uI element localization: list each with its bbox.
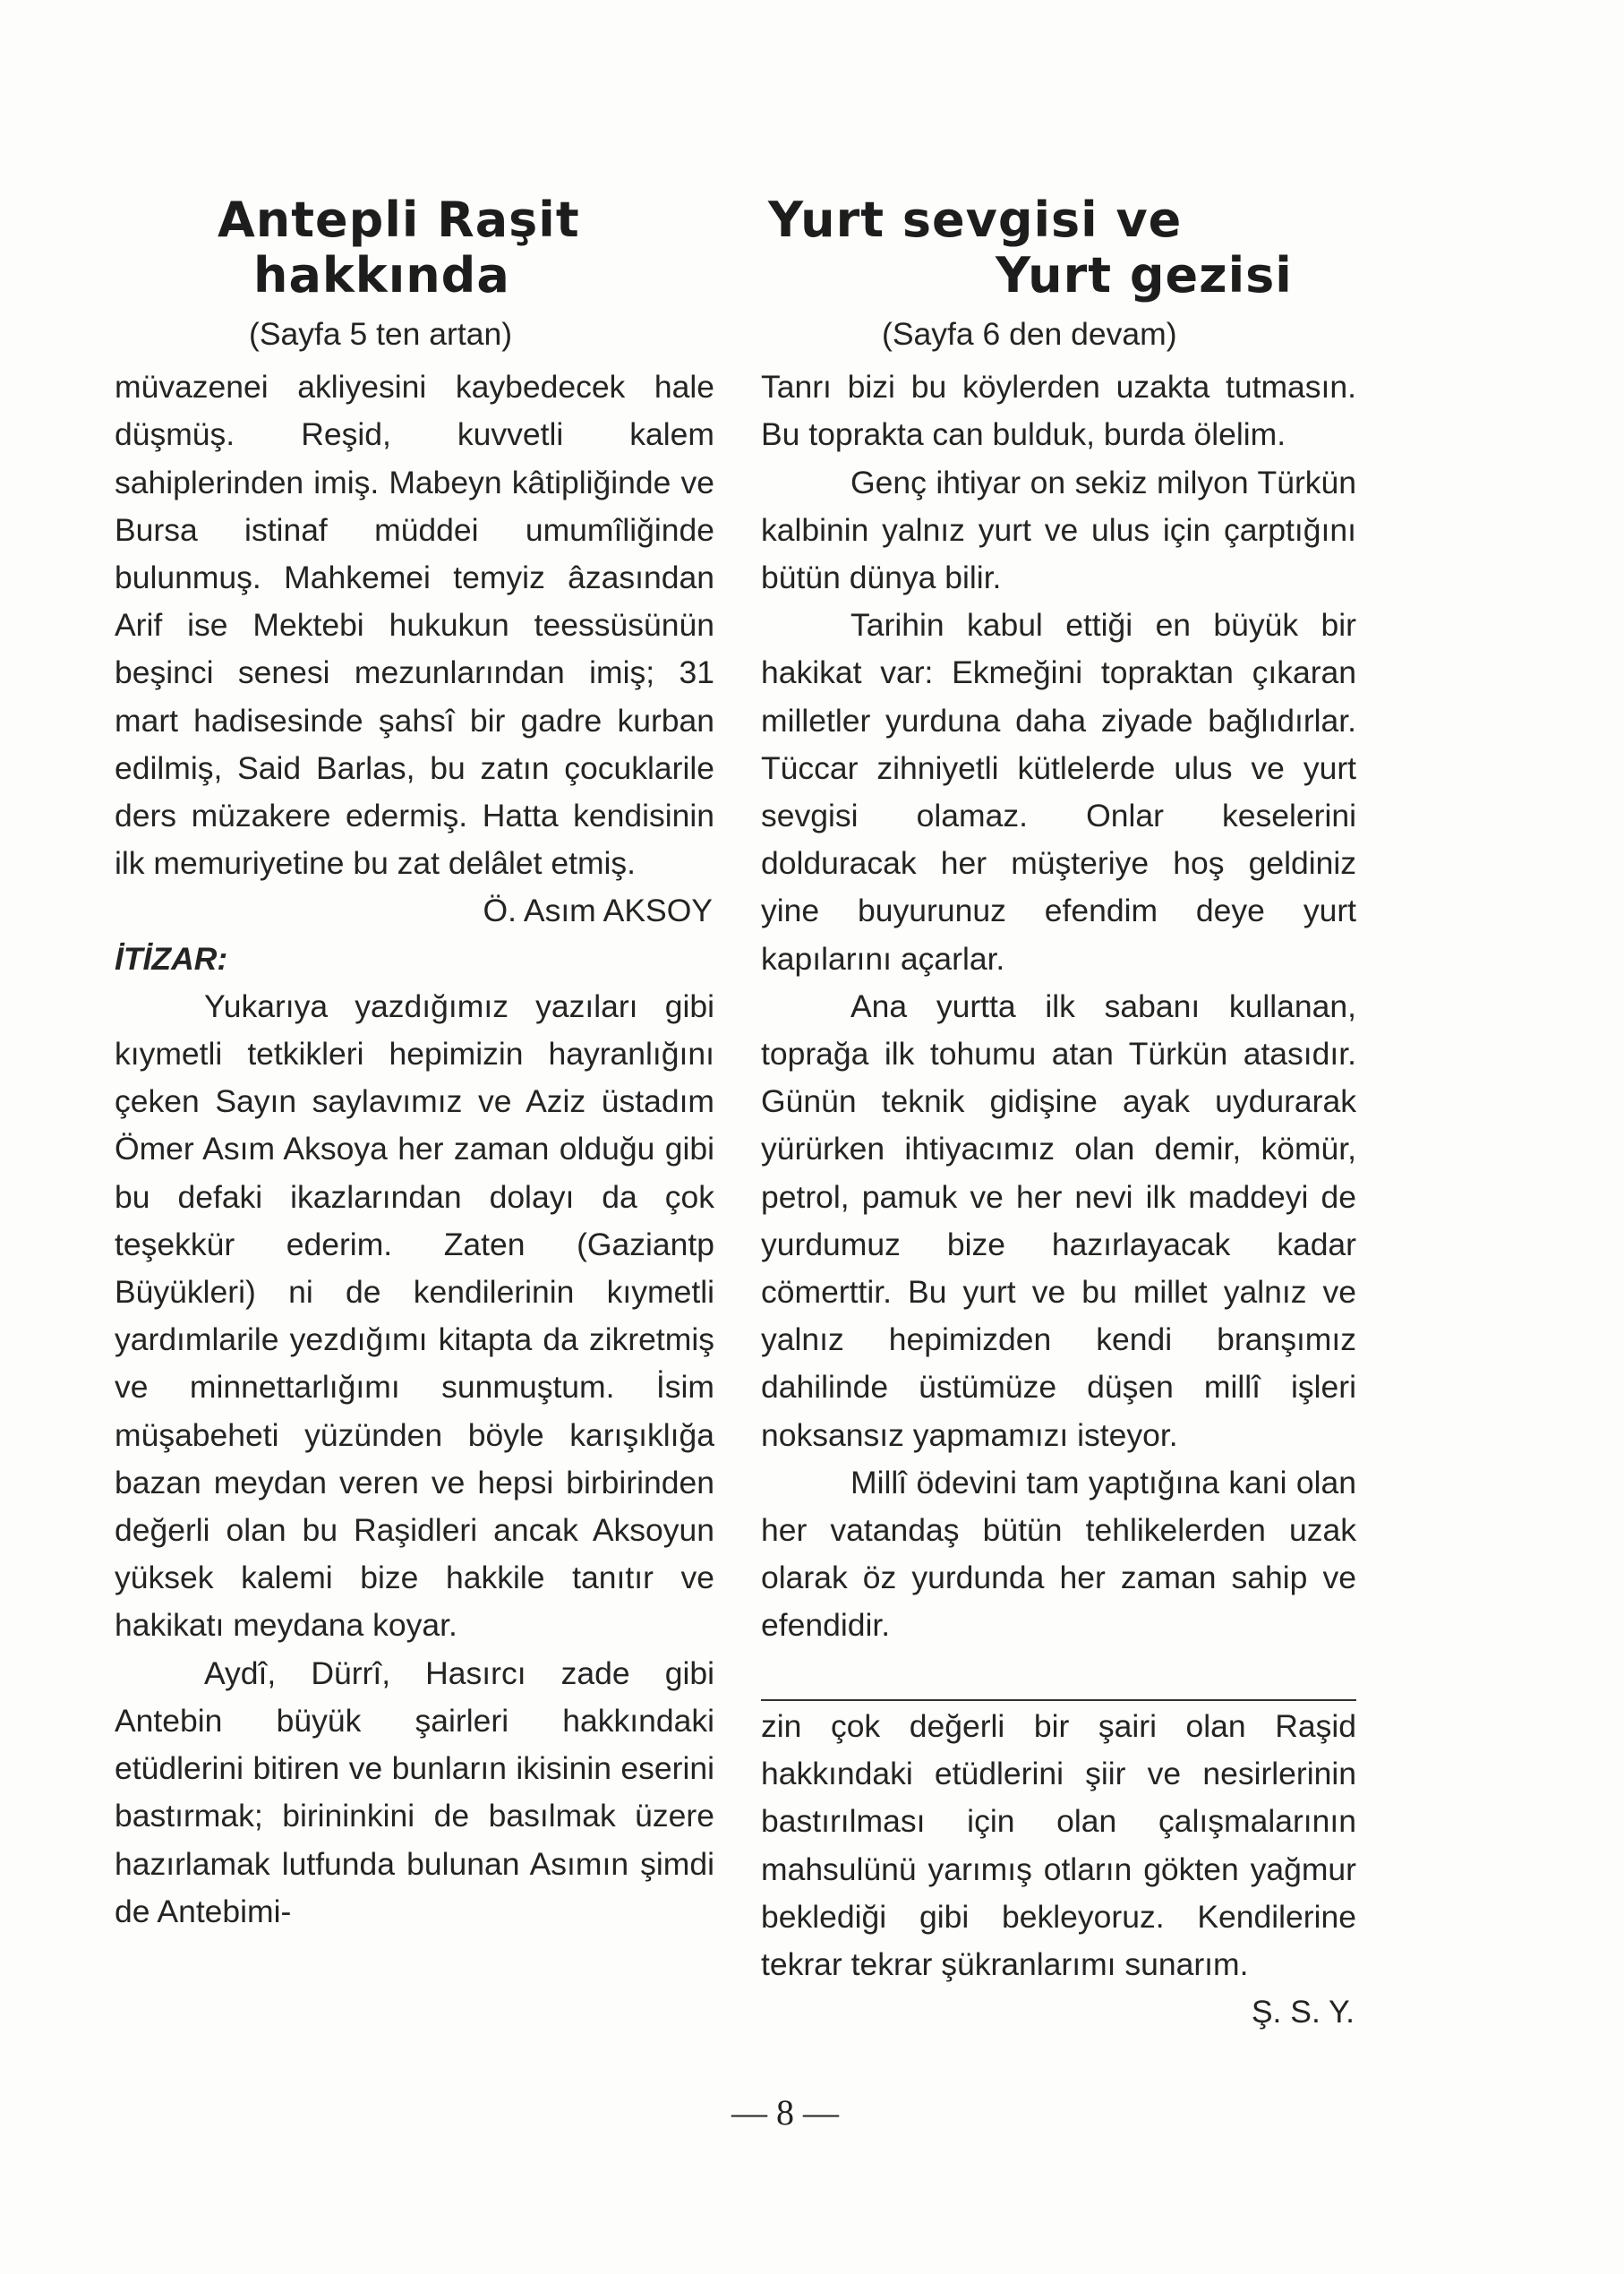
right-paragraph-2: Genç ihtiyar on sekiz milyon Türkün kalbinin yalnız yurt ve ulus için çarptığını bütün dünya bilir.: [761, 464, 1356, 596]
right-paragraph-3: Tarihin kabul ettiği en büyük bir hakikat var: Ekmeğini topraktan çıkaran milletler yurduna daha ziyade bağlıdırlar. Tüccar zihniyetli kütlelerde ulus ve yurt sevgisi olamaz. Onlar keselerini dolduracak her müşteriye hoş geldiniz yine buyurunuz efendim deye yurt kapılarını açarlar.: [761, 607, 1356, 977]
right-paragraph-5: Millî ödevini tam yaptığına kani olan her vatandaş bütün tehlikelerden uzak olarak öz yurdunda her zaman sahip ve efendidir.: [761, 1464, 1356, 1644]
right-subtitle: (Sayfa 6 den devam): [882, 316, 1177, 352]
right-paragraph-4: Ana yurtta ilk sabanı kullanan, toprağa ilk tohumu atan Türkün atasıdır. Günün teknik gidişine ayak uydurarak yürürken ihtiyacımız olan demir, kömür, petrol, pamuk ve her nevi ilk maddeyi de yurdumuz bize hazırlayacak kadar cömerttir. Bu yurt ve bu millet yalnız ve yalnız hepimizden kendi branşımız dahilinde üstümüze düşen millî işleri noksansız yapmamızı isteyor.: [761, 987, 1356, 1453]
page-number: — 8 —: [731, 2092, 839, 2133]
continuation-text: zin çok değerli bir şairi olan Raşid hakkındaki etüdlerini şiir ve nesirlerinin bastırılması için olan çalışmalarının mahsulünü yarımış otların gökten yağmur beklediği gibi bekleyoruz. Kendilerine tekrar tekrar şükranlarımı sunarım.: [761, 1708, 1356, 1983]
continuation-signature: Ş. S. Y.: [1251, 1994, 1355, 2030]
right-title-line1: Yurt sevgisi ve: [768, 192, 1183, 248]
left-paragraph-2: Yukarıya yazdığımız yazıları gibi kıymetli tetkikleri hepimizin hayranlığını çeken Sayın saylavımız ve Aziz üstadım Ömer Asım Aksoya her zaman olduğu gibi bu defaki ikazlarından dolayı da çok teşekkür ederim. Zaten (Gaziantp Büyükleri) ni de kendilerinin kıymetli yardımlarile yezdığımı kitapta da zikretmiş ve minnettarlığımı sunmuştum. İsim müşabeheti yüzünden böyle karışıklığa bazan meydan veren ve hepsi birbirinden değerli olan bu Raşidleri ancak Aksoyun yüksek kalemi bize hakkile tanıtır ve hakikatı meydana koyar.: [115, 987, 714, 1644]
left-signature: Ö. Asım AKSOY: [483, 893, 713, 929]
left-column: [115, 192, 714, 1936]
left-title-line1: Antepli Raşit: [218, 192, 580, 248]
left-subtitle: (Sayfa 5 ten artan): [249, 316, 513, 352]
right-continuation: [761, 1703, 1356, 2036]
left-paragraph-3: Aydî, Dürrî, Hasırcı zade gibi Antebin büyük şairleri hakkındaki etüdlerini bitiren ve bunların ikisinin eserini bastırmak; birininkini de basılmak üzere hazırlamak lutfunda bulunan Asımın şimdi de Antebimi-: [115, 1654, 714, 1929]
left-title-line2: hakkında: [253, 247, 510, 303]
right-article-body: [761, 363, 1356, 1649]
left-article-body: [115, 363, 714, 1936]
column-divider-rule: [761, 1699, 1356, 1701]
left-paragraph-1: müvazenei akliyesini kaybedecek hale düşmüş. Reşid, kuvvetli kalem sahiplerinden imiş. Mabeyn kâtipliğinde ve Bursa istinaf müddei umumîliğinde bulunmuş. Mahkemei temyiz âzasından Arif ise Mektebi hukukun teessüsünün beşinci senesi mezunlarından imiş; 31 mart hadisesinde şahsî bir gadre kurban edilmiş, Said Barlas, bu zatın çocuklarile ders müzakere edermiş. Hatta kendisinin ilk memuriyetine bu zat delâlet etmiş.: [115, 369, 714, 882]
right-column: [761, 192, 1356, 1650]
right-paragraph-1: Tanrı bizi bu köylerden uzakta tutmasın. Bu toprakta can bulduk, burda ölelim.: [761, 369, 1356, 453]
itizar-heading: İTİZAR:: [115, 940, 228, 977]
right-title-line2: Yurt gezisi: [996, 247, 1293, 303]
